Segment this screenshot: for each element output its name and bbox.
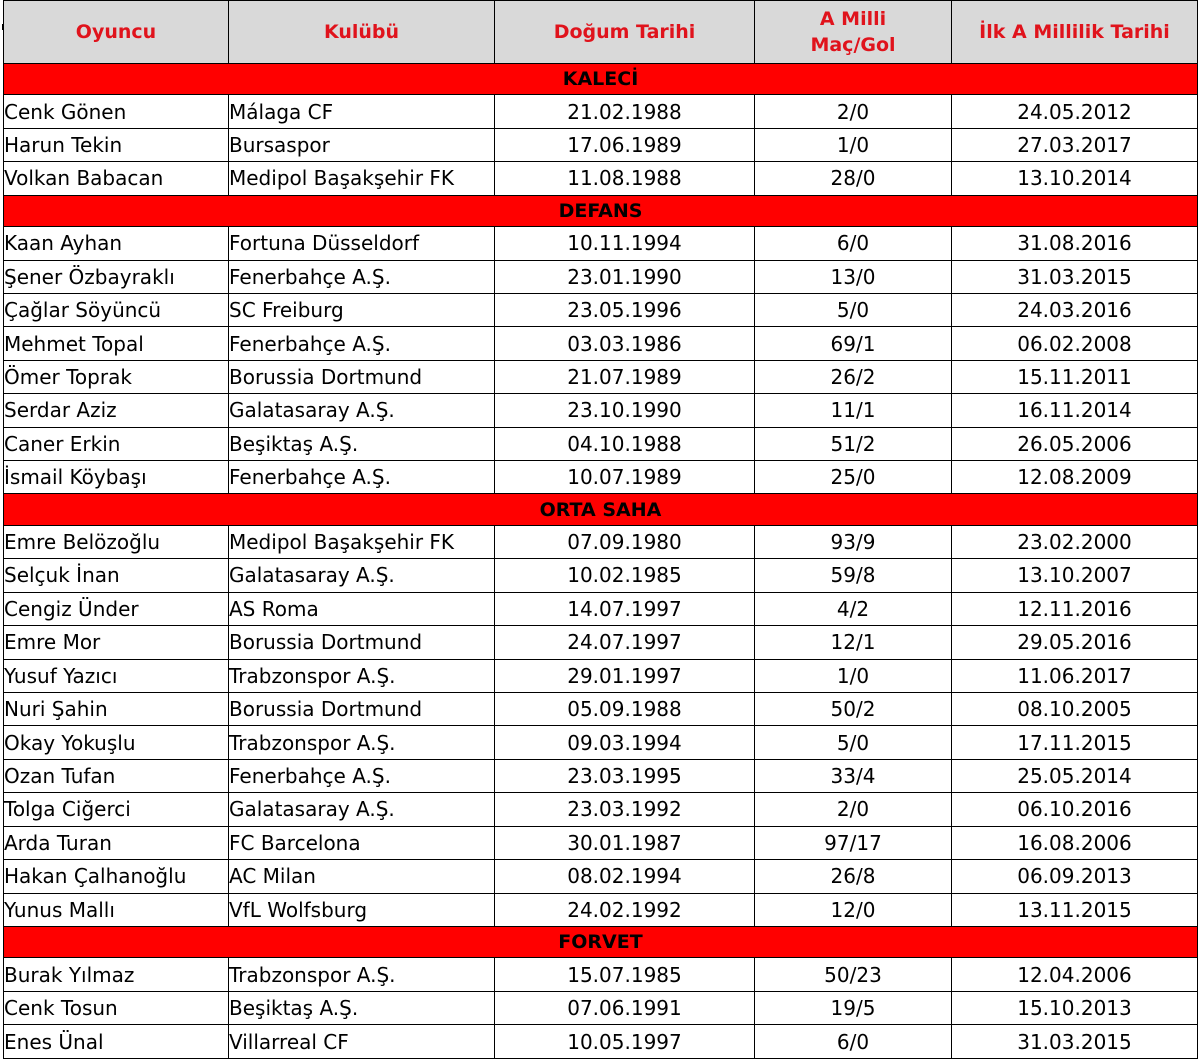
player-name-cell: Mehmet Topal [4,327,229,360]
squad-table [3,0,1198,1059]
first-cap-date-cell: 16.08.2006 [952,826,1198,859]
table-body [4,64,1198,1059]
birth-date-cell: 11.08.1988 [495,162,755,195]
birth-date-cell: 21.07.1989 [495,360,755,393]
table-row [4,726,1198,759]
first-cap-date-cell: 27.03.2017 [952,128,1198,161]
header-row [4,1,1198,64]
header-birth-date: Doğum Tarihi [495,1,755,64]
birth-date-cell: 07.06.1991 [495,991,755,1024]
first-cap-date-cell: 24.05.2012 [952,95,1198,128]
birth-date-cell: 03.03.1986 [495,327,755,360]
table-row [4,128,1198,161]
caps-goals-cell: 5/0 [755,293,952,326]
birth-date-cell: 10.02.1985 [495,559,755,592]
player-name-cell: Arda Turan [4,826,229,859]
table-row [4,860,1198,893]
player-name-cell: Okay Yokuşlu [4,726,229,759]
player-name-cell: Nuri Şahin [4,692,229,725]
birth-date-cell: 23.05.1996 [495,293,755,326]
player-name-cell: Enes Ünal [4,1025,229,1059]
birth-date-cell: 30.01.1987 [495,826,755,859]
first-cap-date-cell: 25.05.2014 [952,759,1198,792]
first-cap-date-cell: 08.10.2005 [952,692,1198,725]
first-cap-date-cell: 06.02.2008 [952,327,1198,360]
caps-goals-cell: 25/0 [755,461,952,494]
club-cell: FC Barcelona [229,826,495,859]
section-title: KALECİ [4,64,1198,95]
first-cap-date-cell: 24.03.2016 [952,293,1198,326]
table-row [4,461,1198,494]
header-club: Kulübü [229,1,495,64]
first-cap-date-cell: 15.10.2013 [952,991,1198,1024]
birth-date-cell: 05.09.1988 [495,692,755,725]
club-cell: Fenerbahçe A.Ş. [229,759,495,792]
player-name-cell: Emre Belözoğlu [4,525,229,558]
caps-goals-cell: 69/1 [755,327,952,360]
caps-goals-cell: 59/8 [755,559,952,592]
club-cell: Medipol Başakşehir FK [229,162,495,195]
club-cell: Fenerbahçe A.Ş. [229,327,495,360]
section-row [4,195,1198,226]
club-cell: Galatasaray A.Ş. [229,394,495,427]
birth-date-cell: 10.11.1994 [495,227,755,260]
club-cell: Beşiktaş A.Ş. [229,427,495,460]
table-row [4,293,1198,326]
first-cap-date-cell: 31.03.2015 [952,260,1198,293]
birth-date-cell: 15.07.1985 [495,958,755,991]
header-first-cap-date: İlk A Millilik Tarihi [952,1,1198,64]
table-row [4,826,1198,859]
caps-goals-cell: 26/2 [755,360,952,393]
birth-date-cell: 24.02.1992 [495,893,755,926]
first-cap-date-cell: 29.05.2016 [952,626,1198,659]
player-name-cell: Yunus Mallı [4,893,229,926]
table-row [4,759,1198,792]
birth-date-cell: 10.07.1989 [495,461,755,494]
birth-date-cell: 08.02.1994 [495,860,755,893]
section-title: ORTA SAHA [4,494,1198,525]
player-name-cell: Cenk Tosun [4,991,229,1024]
birth-date-cell: 23.03.1992 [495,793,755,826]
player-name-cell: Volkan Babacan [4,162,229,195]
player-name-cell: Selçuk İnan [4,559,229,592]
first-cap-date-cell: 15.11.2011 [952,360,1198,393]
table-row [4,692,1198,725]
first-cap-date-cell: 13.10.2014 [952,162,1198,195]
player-name-cell: Emre Mor [4,626,229,659]
club-cell: Galatasaray A.Ş. [229,559,495,592]
club-cell: AC Milan [229,860,495,893]
section-row [4,926,1198,957]
caps-goals-cell: 26/8 [755,860,952,893]
table-row [4,958,1198,991]
table-row [4,227,1198,260]
first-cap-date-cell: 11.06.2017 [952,659,1198,692]
caps-goals-cell: 28/0 [755,162,952,195]
player-name-cell: Harun Tekin [4,128,229,161]
club-cell: SC Freiburg [229,293,495,326]
club-cell: Trabzonspor A.Ş. [229,726,495,759]
player-name-cell: Cenk Gönen [4,95,229,128]
birth-date-cell: 23.03.1995 [495,759,755,792]
club-cell: Trabzonspor A.Ş. [229,958,495,991]
player-name-cell: Ozan Tufan [4,759,229,792]
header-player: Oyuncu [4,1,229,64]
player-name-cell: İsmail Köybaşı [4,461,229,494]
caps-goals-cell: 33/4 [755,759,952,792]
section-title: DEFANS [4,195,1198,226]
club-cell: Villarreal CF [229,1025,495,1059]
table-row [4,592,1198,625]
header-caps-goals: A Milli Maç/Gol [755,1,952,64]
birth-date-cell: 07.09.1980 [495,525,755,558]
caps-goals-cell: 11/1 [755,394,952,427]
caps-goals-cell: 50/23 [755,958,952,991]
first-cap-date-cell: 17.11.2015 [952,726,1198,759]
caps-goals-cell: 1/0 [755,659,952,692]
caps-goals-cell: 51/2 [755,427,952,460]
section-row [4,64,1198,95]
caps-goals-cell: 6/0 [755,227,952,260]
birth-date-cell: 17.06.1989 [495,128,755,161]
table-row [4,626,1198,659]
first-cap-date-cell: 16.11.2014 [952,394,1198,427]
birth-date-cell: 23.10.1990 [495,394,755,427]
table-row [4,1025,1198,1059]
club-cell: Bursaspor [229,128,495,161]
table-row [4,360,1198,393]
player-name-cell: Hakan Çalhanoğlu [4,860,229,893]
birth-date-cell: 04.10.1988 [495,427,755,460]
birth-date-cell: 09.03.1994 [495,726,755,759]
player-name-cell: Yusuf Yazıcı [4,659,229,692]
club-cell: VfL Wolfsburg [229,893,495,926]
first-cap-date-cell: 06.10.2016 [952,793,1198,826]
section-title: FORVET [4,926,1198,957]
table-row [4,525,1198,558]
first-cap-date-cell: 12.08.2009 [952,461,1198,494]
caps-goals-cell: 97/17 [755,826,952,859]
club-cell: Fenerbahçe A.Ş. [229,461,495,494]
player-name-cell: Caner Erkin [4,427,229,460]
section-row [4,494,1198,525]
first-cap-date-cell: 23.02.2000 [952,525,1198,558]
player-name-cell: Burak Yılmaz [4,958,229,991]
club-cell: Beşiktaş A.Ş. [229,991,495,1024]
first-cap-date-cell: 13.11.2015 [952,893,1198,926]
table-row [4,793,1198,826]
table-row [4,659,1198,692]
caps-goals-cell: 5/0 [755,726,952,759]
first-cap-date-cell: 12.11.2016 [952,592,1198,625]
caps-goals-cell: 19/5 [755,991,952,1024]
first-cap-date-cell: 12.04.2006 [952,958,1198,991]
birth-date-cell: 10.05.1997 [495,1025,755,1059]
first-cap-date-cell: 31.08.2016 [952,227,1198,260]
birth-date-cell: 23.01.1990 [495,260,755,293]
first-cap-date-cell: 06.09.2013 [952,860,1198,893]
player-name-cell: Şener Özbayraklı [4,260,229,293]
player-name-cell: Kaan Ayhan [4,227,229,260]
caps-goals-cell: 12/1 [755,626,952,659]
club-cell: AS Roma [229,592,495,625]
table-row [4,95,1198,128]
birth-date-cell: 29.01.1997 [495,659,755,692]
table-row [4,893,1198,926]
first-cap-date-cell: 26.05.2006 [952,427,1198,460]
club-cell: Medipol Başakşehir FK [229,525,495,558]
table-row [4,327,1198,360]
caps-goals-cell: 93/9 [755,525,952,558]
table-row [4,260,1198,293]
table-row [4,427,1198,460]
club-cell: Fortuna Düsseldorf [229,227,495,260]
caps-goals-cell: 6/0 [755,1025,952,1059]
table-row [4,991,1198,1024]
birth-date-cell: 14.07.1997 [495,592,755,625]
birth-date-cell: 21.02.1988 [495,95,755,128]
first-cap-date-cell: 31.03.2015 [952,1025,1198,1059]
club-cell: Borussia Dortmund [229,360,495,393]
caps-goals-cell: 4/2 [755,592,952,625]
club-cell: Trabzonspor A.Ş. [229,659,495,692]
player-name-cell: Serdar Aziz [4,394,229,427]
table-row [4,394,1198,427]
caps-goals-cell: 50/2 [755,692,952,725]
player-name-cell: Tolga Ciğerci [4,793,229,826]
caps-goals-cell: 13/0 [755,260,952,293]
club-cell: Fenerbahçe A.Ş. [229,260,495,293]
first-cap-date-cell: 13.10.2007 [952,559,1198,592]
club-cell: Galatasaray A.Ş. [229,793,495,826]
birth-date-cell: 24.07.1997 [495,626,755,659]
caps-goals-cell: 12/0 [755,893,952,926]
caps-goals-cell: 1/0 [755,128,952,161]
caps-goals-cell: 2/0 [755,793,952,826]
player-name-cell: Çağlar Söyüncü [4,293,229,326]
club-cell: Málaga CF [229,95,495,128]
caps-goals-cell: 2/0 [755,95,952,128]
club-cell: Borussia Dortmund [229,692,495,725]
club-cell: Borussia Dortmund [229,626,495,659]
table-row [4,162,1198,195]
player-name-cell: Cengiz Ünder [4,592,229,625]
table-row [4,559,1198,592]
player-name-cell: Ömer Toprak [4,360,229,393]
